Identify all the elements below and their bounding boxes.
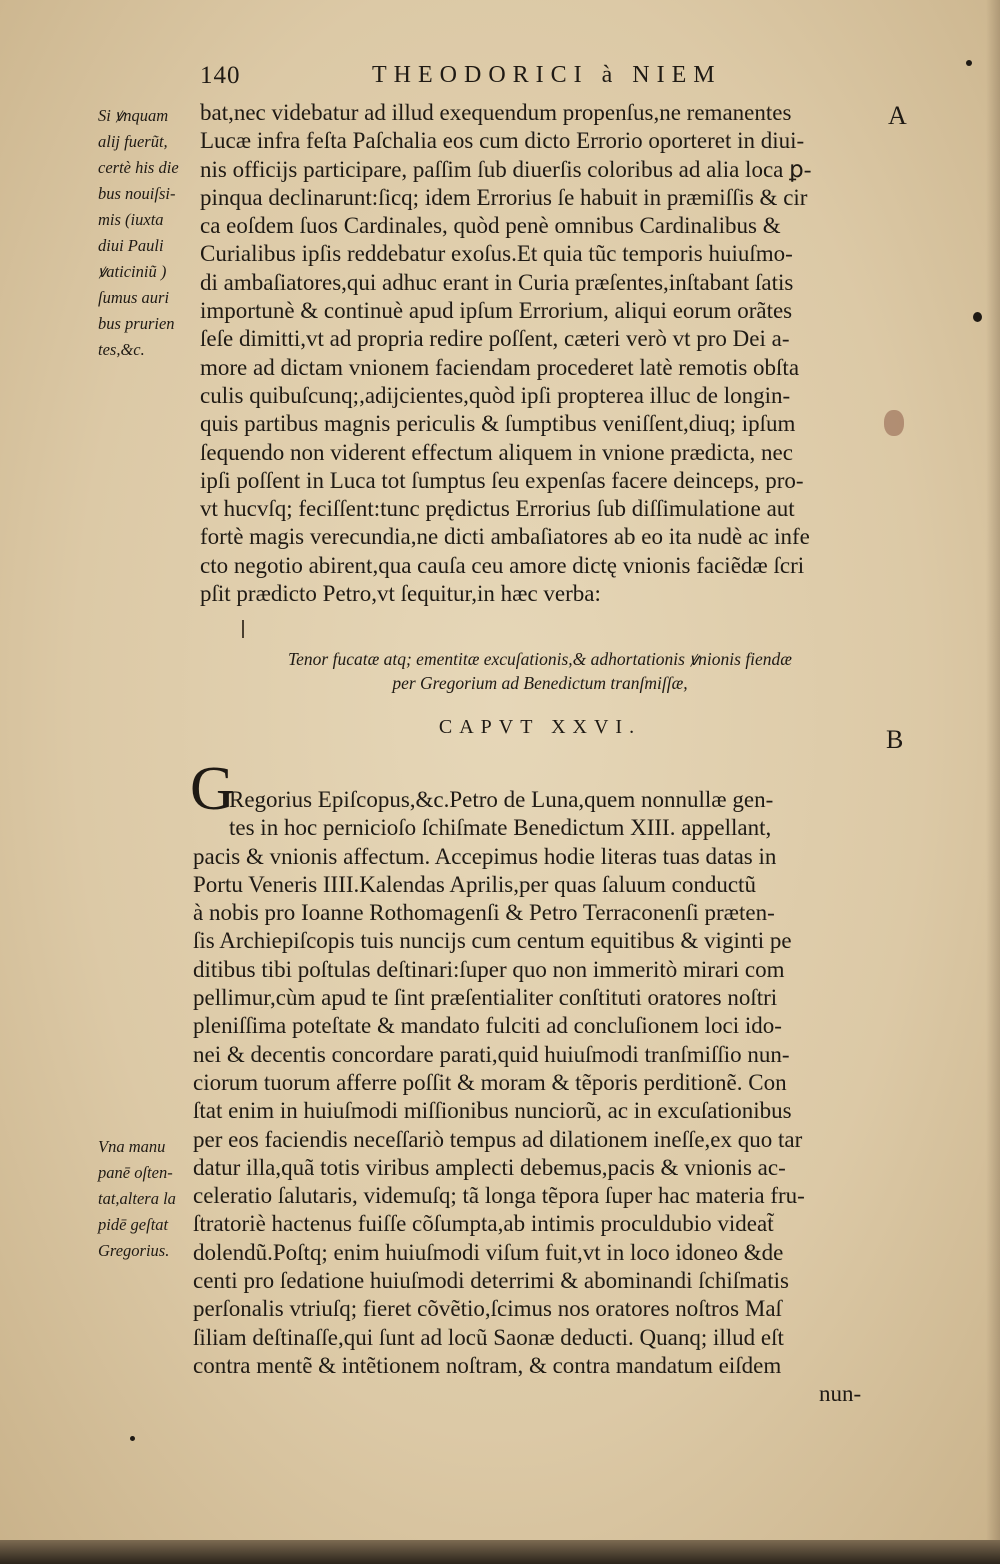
text-line: pacis & vnionis affectum. Accepimus hodie literas tuas datas in: [193, 843, 777, 869]
text-line: ſiliam deſtinaſſe,qui ſunt ad locũ Saonæ deducti. Quanq; illud eſt: [193, 1324, 784, 1350]
text-line: ciorum tuorum afferre poſſit & moram & tẽporis perditionẽ. Con: [193, 1069, 787, 1095]
marginal-line: Vna manu: [98, 1137, 166, 1156]
text-line: Lucæ infra feſta Paſchalia eos cum dicto Errorio oporteret in diui-: [200, 128, 805, 154]
ink-speck: [973, 312, 982, 322]
text-line: Regorius Epiſcopus,&c.Petro de Luna,quem nonnullæ gen-: [229, 787, 774, 812]
marginal-line: tat,altera la: [98, 1189, 176, 1208]
marginal-line: Si ꝟnquam: [98, 106, 169, 125]
text-line: centi pro ſedatione huiuſmodi deterrimi & abominandi ſchiſmatis: [193, 1268, 789, 1294]
marginal-line: ſumus auri: [98, 288, 170, 307]
section-mark-b: B: [886, 725, 904, 754]
text-line: contra mentẽ & intẽtionem noſtram, & contra mandatum eiſdem: [193, 1352, 782, 1378]
marginal-line: alij fuerũt,: [98, 132, 168, 151]
text-line: pſit prædicto Petro,vt ſequitur,in hæc verba:: [200, 581, 601, 607]
catchword: nun-: [819, 1381, 862, 1407]
marginal-line: bus prurien: [98, 314, 175, 333]
text-line: Curialibus ipſis reddebatur exoſus.Et quia tũc temporis huiuſmo-: [200, 241, 793, 267]
text-line: ca eoſdem ſuos Cardinales, quòd penè omnibus Cardinalibus &: [200, 213, 781, 239]
marginal-line: ꝟaticiniũ ): [98, 262, 167, 281]
ink-speck: [966, 60, 972, 66]
text-line: fortè magis verecundia,ne dicti ambaſiatores ab eo ita nudè ac infe: [200, 524, 810, 550]
marginal-line: certè his die: [98, 158, 179, 177]
marginal-note-2: [98, 1134, 176, 1264]
drop-capital-letter: G: [190, 755, 235, 823]
text-line: dolendũ.Poſtq; enim huiuſmodi viſum fuit,vt in loco idoneo &de: [193, 1239, 784, 1265]
stray-mark: [242, 620, 244, 638]
text-line: nei & decentis concordare parati,quid huiuſmodi tranſmiſſio nun-: [193, 1041, 790, 1067]
text-line: pellimur,cùm apud te ſint præſentialiter conſtituti oratores noſtri: [193, 985, 778, 1011]
body-text-part-1: [200, 99, 811, 608]
marginal-line: bus nouiſsi-: [98, 184, 176, 203]
text-line: ipſi poſſent in Luca tot ſumptus ſeu expenſas facere deinceps, pro-: [200, 467, 804, 493]
ink-speck: [130, 1436, 135, 1441]
text-line: pinqua declinarunt:ſicq; idem Errorius ſe habuit in præmiſſis & cir: [200, 184, 808, 210]
marginal-line: diui Pauli: [98, 236, 164, 255]
running-title: THEODORICI à NIEM: [372, 62, 722, 88]
body-text-part-2: [193, 786, 861, 1409]
section-mark-a: A: [888, 101, 907, 130]
marginal-line: Gregorius.: [98, 1241, 170, 1260]
page-edge-shadow: [986, 0, 1000, 1564]
marginal-line: mis (iuxta: [98, 210, 164, 229]
marginal-line: panē oſten-: [98, 1163, 173, 1182]
text-line: ſeſe dimitti,vt ad propria redire poſſent, cæteri verò vt pro Dei a-: [200, 326, 790, 352]
marginal-line: pidē geſtat: [98, 1215, 169, 1234]
text-line: per eos faciendis neceſſariò tempus ad dilationem ineſſe,ex quo tar: [193, 1126, 803, 1152]
text-line: culis quibuſcunq;,adijcientes,quòd ipſi propterea illuc de longin-: [200, 382, 791, 408]
text-line: ſequendo non viderent effectum aliquem in vnione prædicta, nec: [200, 439, 793, 465]
text-line: cto negotio abirent,qua cauſa ceu amore dictę vnionis faciẽdæ ſcri: [200, 552, 805, 578]
text-line: perſonalis vtriuſq; fieret cõvẽtio,ſcimus nos oratores noſtros Maſ: [193, 1296, 782, 1322]
text-line: importunè & continuè apud ipſum Errorium, aliqui eorum orãtes: [200, 298, 793, 324]
text-line: datur illa,quã totis viribus amplecti debemus,pacis & vnionis ac-: [193, 1154, 786, 1180]
page-bottom-shadow: [0, 1540, 1000, 1564]
text-line: ſtratoriè hactenus fuiſſe cõſumpta,ab intimis proculdubio videat̃: [193, 1211, 774, 1237]
text-line: celeratio ſalutaris, videmuſq; tã longa tẽpora ſuper hac materia fru-: [193, 1183, 805, 1209]
text-line: pleniſſima poteſtate & mandato fulciti ad concluſionem loci ido-: [193, 1013, 782, 1039]
page-number: 140: [200, 62, 241, 89]
text-line: ſis Archiepiſcopis tuis nuncijs cum centum equitibus & viginti pe: [193, 928, 792, 954]
text-line: di ambaſiatores,qui adhuc erant in Curia præſentes,inſtabant ſatis: [200, 269, 794, 295]
marginal-note-1: [98, 103, 179, 363]
text-line: bat,nec videbatur ad illud exequendum propenſus,ne remanentes: [200, 100, 792, 125]
text-line: à nobis pro Ioanne Rothomagenſi & Petro Terraconenſi præten-: [193, 900, 775, 926]
text-line: ditibus tibi poſtulas deſtinari:ſuper quo non immeritò mirari com: [193, 956, 785, 982]
text-line: nis officijs participare, paſſim ſub diuerſis coloribus ad alia loca ꝑ-: [200, 156, 812, 182]
text-line: vt hucvſq; feciſſent:tunc prędictus Errorius ſub diſſimulatione aut: [200, 496, 795, 522]
text-line: ſtat enim in huiuſmodi miſſionibus nunciorũ, ac in excuſationibus: [193, 1098, 792, 1124]
text-line: tes in hoc pernicioſo ſchiſmate Benedictum XIII. appellant,: [229, 815, 772, 841]
text-line: Portu Veneris IIII.Kalendas Aprilis,per quas ſaluum conductũ: [193, 871, 756, 897]
text-line: more ad dictam vnionem faciendam procederet latè remotis obſta: [200, 354, 800, 380]
paper-stain: [884, 410, 904, 436]
chapter-rubric-line-1: Tenor fucatæ atq; ementitæ excuſationis,& adhortationis ꝟnionis fiendæ: [288, 649, 792, 669]
chapter-heading: CAPVT XXVI.: [438, 716, 642, 738]
page-header: [200, 62, 800, 102]
text-line: quis partibus magnis periculis & ſumptibus veniſſent,diuq; ipſum: [200, 411, 796, 437]
chapter-rubric-line-2: per Gregorium ad Benedictum tranſmiſſæ,: [392, 673, 688, 693]
marginal-line: tes,&c.: [98, 340, 145, 359]
